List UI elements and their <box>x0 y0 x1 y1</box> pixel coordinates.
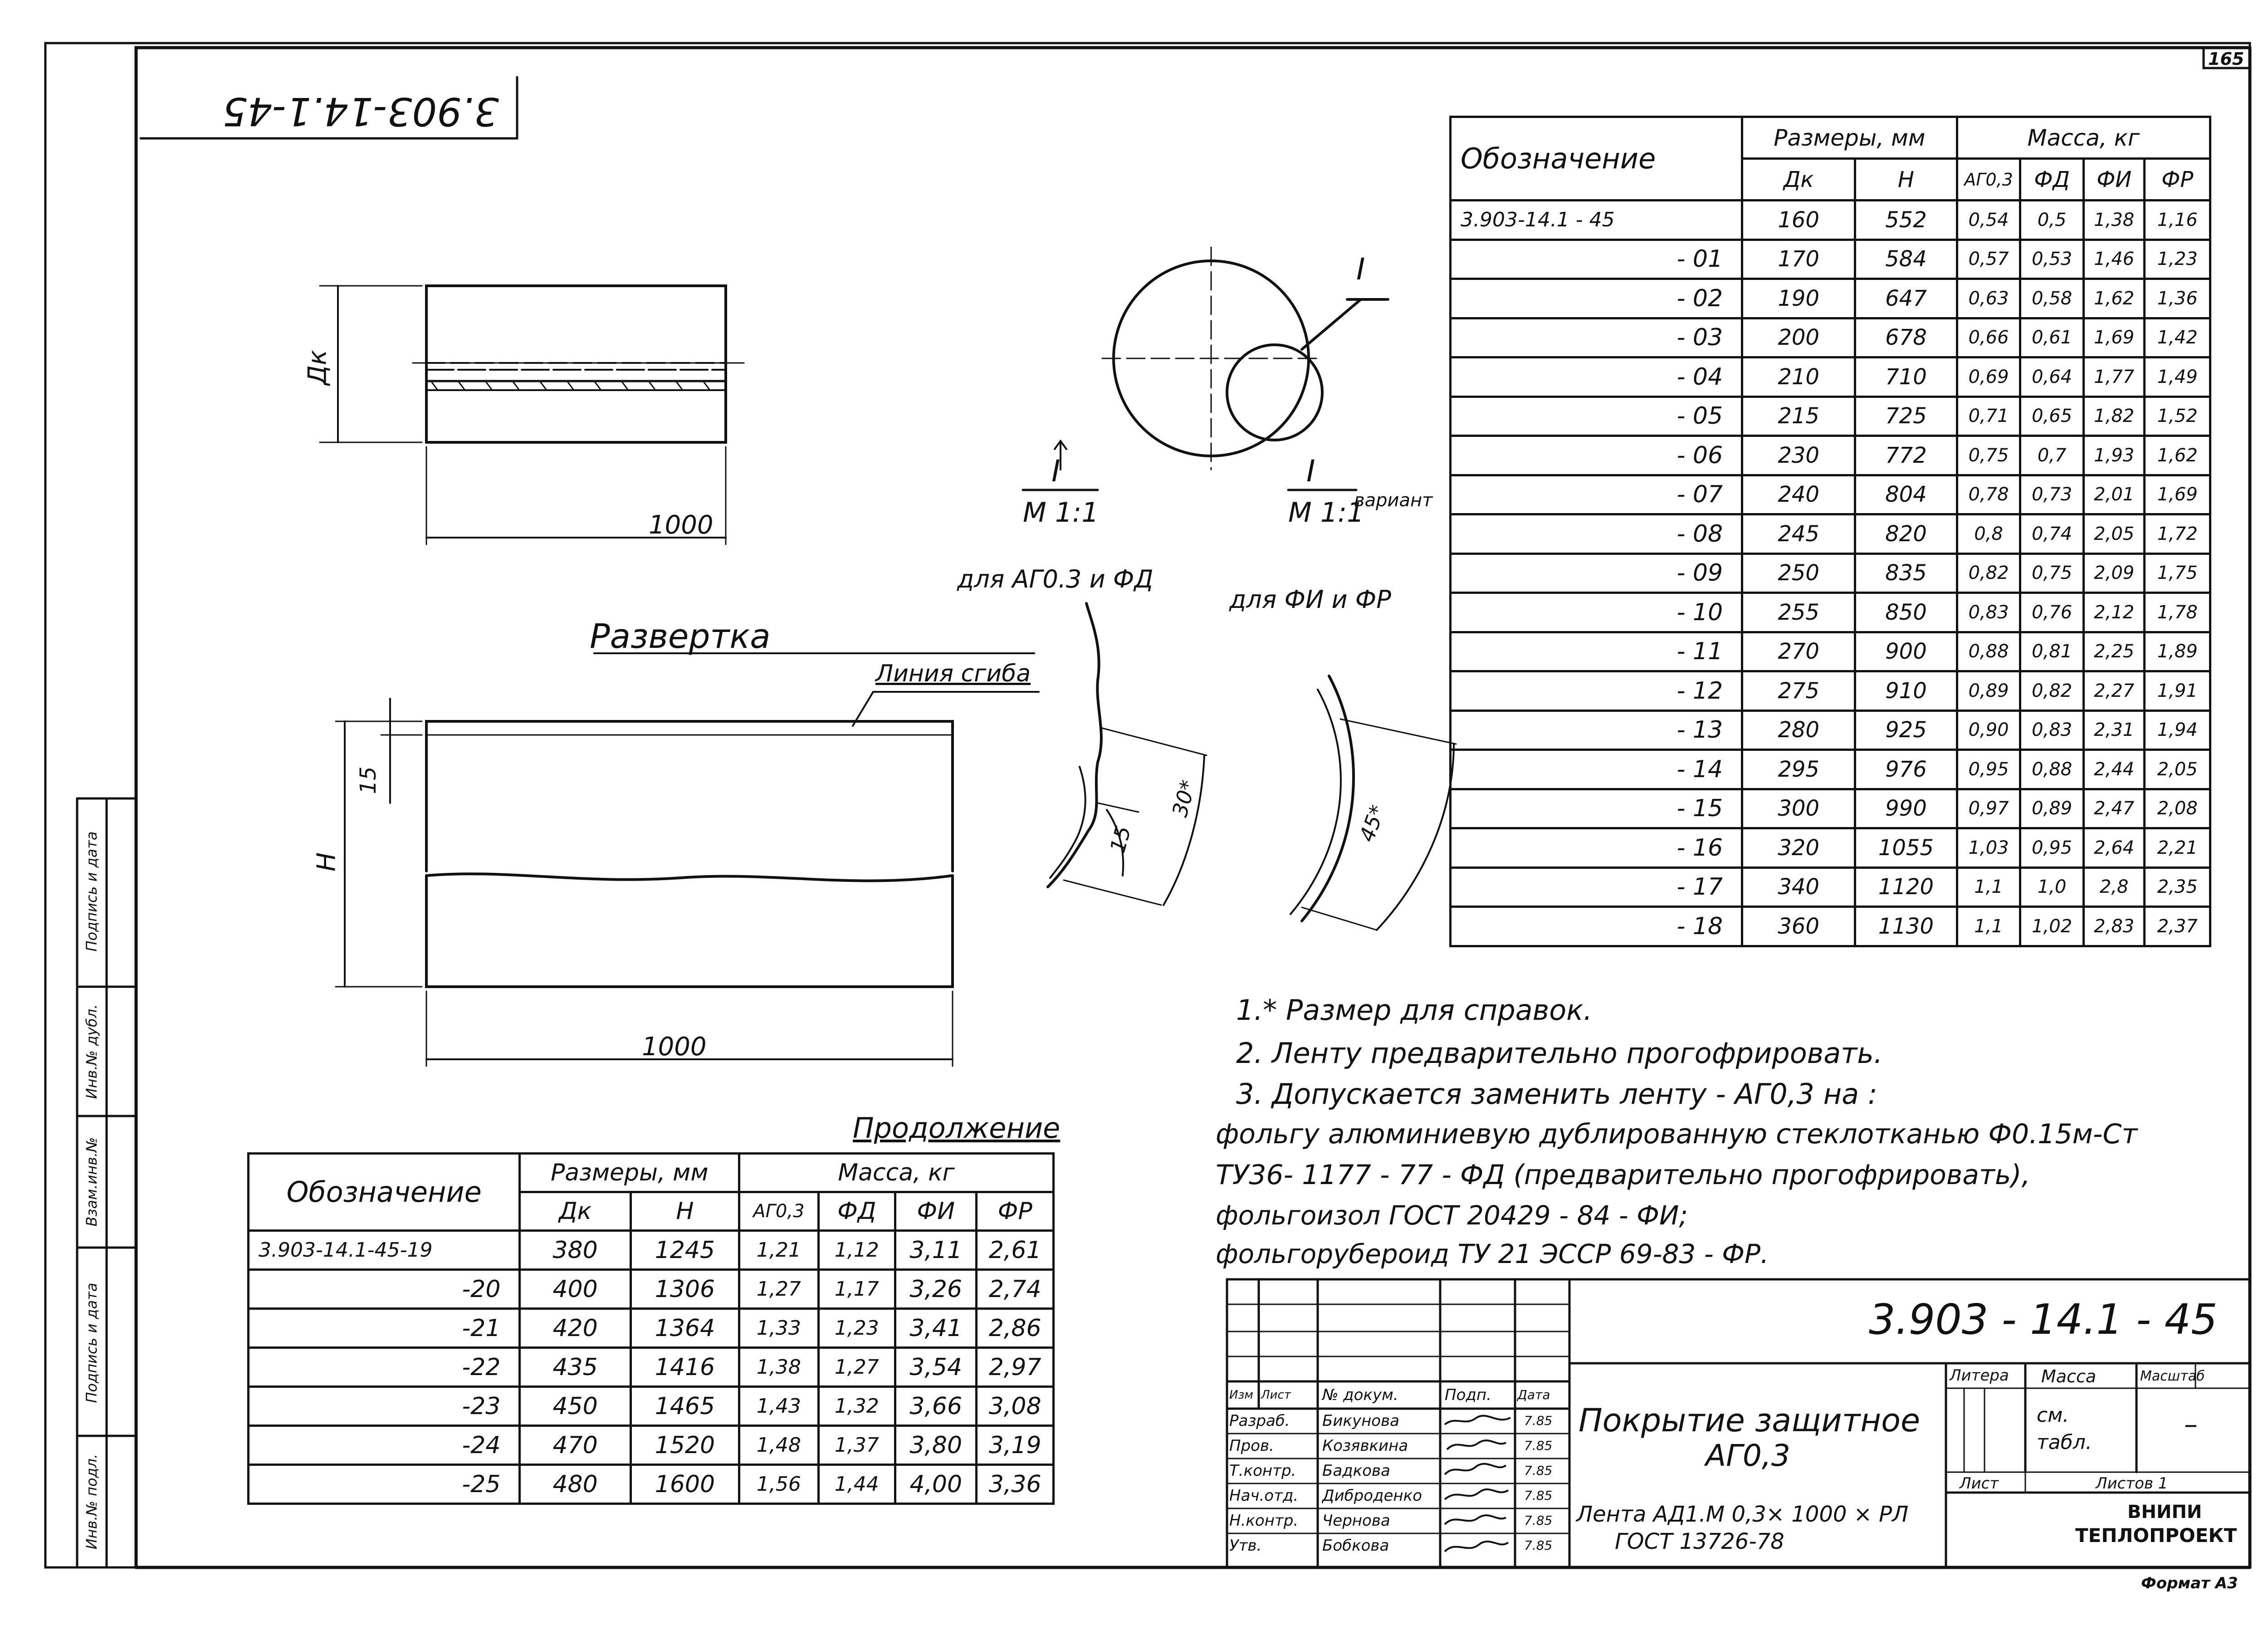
table-cell: 2,86 <box>977 1309 1054 1348</box>
table-cell: 772 <box>1855 436 1957 475</box>
designation-cell: 3.903-14.1 - 45 <box>1451 201 1742 240</box>
table-cell: 835 <box>1855 553 1957 593</box>
detail-caption-left: для АГ0.3 и ФД <box>957 565 1154 593</box>
table-cell: 3,41 <box>895 1309 976 1348</box>
table-cell: 0,58 <box>2020 279 2084 318</box>
table-cell: 2,35 <box>2145 867 2210 907</box>
tb-massa-label: Масса <box>2041 1366 2097 1386</box>
designation-cell: -23 <box>249 1387 520 1426</box>
table-cell: 230 <box>1742 436 1855 475</box>
table-cell: 1,38 <box>2083 201 2145 240</box>
table-cell: 1520 <box>631 1426 739 1465</box>
table-cell: 804 <box>1855 475 1957 514</box>
tb-date-3: 7.85 <box>1524 1463 1553 1478</box>
tb-sheet-label: Лист <box>1960 1474 1999 1493</box>
title-block-code: 3.903 - 14.1 - 45 <box>1869 1295 2218 1344</box>
table-cell: 0,95 <box>2020 828 2084 868</box>
continuation-title: Продолжение <box>853 1111 1061 1145</box>
dim-dk-label: Дк <box>303 350 332 385</box>
table-cell: 1306 <box>631 1270 739 1309</box>
tb-sheets-label: Листов 1 <box>2096 1474 2168 1493</box>
tb-masshtab-label: Масштаб <box>2140 1368 2205 1384</box>
table-cell: 450 <box>520 1387 631 1426</box>
cont-header-mass: Масса, кг <box>739 1154 1054 1192</box>
rotated-document-code: 3.903-14.1-45 <box>222 88 499 134</box>
side-stamp-vzam-inv: Взам.инв.№ <box>83 1137 100 1227</box>
designation-cell: - 01 <box>1451 240 1742 279</box>
tb-name-2: Козявкина <box>1322 1437 1408 1455</box>
designation-cell: - 02 <box>1451 279 1742 318</box>
table-cell: 1,38 <box>739 1348 818 1387</box>
designation-cell: - 04 <box>1451 357 1742 397</box>
table-cell: 400 <box>520 1270 631 1309</box>
designation-cell: -21 <box>249 1309 520 1348</box>
main-header-dk: Дк <box>1742 159 1855 201</box>
table-cell: 0,88 <box>1957 632 2020 671</box>
table-cell: 552 <box>1855 201 1957 240</box>
tb-scale-value: – <box>2184 1409 2198 1440</box>
table-cell: 0,89 <box>2020 789 2084 828</box>
note-3-line-1: фольгу алюминиевую дублированную стеклотканью Ф0.15м-Ст <box>1216 1118 2138 1150</box>
table-cell: 3,66 <box>895 1387 976 1426</box>
table-cell: 240 <box>1742 475 1855 514</box>
table-cell: 1,37 <box>818 1426 895 1465</box>
table-cell: 250 <box>1742 553 1855 593</box>
designation-cell: - 08 <box>1451 514 1742 554</box>
main-header-ag: АГ0,3 <box>1957 159 2020 201</box>
table-cell: 1,48 <box>739 1426 818 1465</box>
table-cell: 1,12 <box>818 1231 895 1270</box>
table-cell: 420 <box>520 1309 631 1348</box>
table-cell: 1,52 <box>2145 397 2210 436</box>
table-cell: 910 <box>1855 671 1957 711</box>
table-cell: 0,5 <box>2020 201 2084 240</box>
development-dim-length: 1000 <box>642 1032 707 1062</box>
table-cell: 3,36 <box>977 1465 1054 1504</box>
table-cell: 2,05 <box>2145 750 2210 789</box>
table-cell: 1,03 <box>1957 828 2020 868</box>
table-cell: 340 <box>1742 867 1855 907</box>
table-cell: 820 <box>1855 514 1957 554</box>
table-cell: 1,1 <box>1957 867 2020 907</box>
tb-name-6: Бобкова <box>1322 1537 1389 1555</box>
title-block-material-line1: Лента АД1.М 0,3× 1000 × РЛ <box>1576 1502 1909 1527</box>
table-cell: 2,37 <box>2145 907 2210 946</box>
cont-header-sizes: Размеры, мм <box>520 1154 739 1192</box>
designation-cell: - 12 <box>1451 671 1742 711</box>
table-cell: 1,91 <box>2145 671 2210 711</box>
tb-head-izm: Изм <box>1229 1388 1253 1402</box>
table-cell: 0,89 <box>1957 671 2020 711</box>
table-cell: 2,47 <box>2083 789 2145 828</box>
table-cell: 900 <box>1855 632 1957 671</box>
table-cell: 0,66 <box>1957 318 2020 357</box>
table-cell: 1,69 <box>2145 475 2210 514</box>
designation-cell: - 03 <box>1451 318 1742 357</box>
table-cell: 160 <box>1742 201 1855 240</box>
table-cell: 0,73 <box>2020 475 2084 514</box>
tb-org-line1: ВНИПИ <box>2127 1502 2202 1523</box>
table-cell: 1,56 <box>739 1465 818 1504</box>
table-cell: 380 <box>520 1231 631 1270</box>
table-cell: 320 <box>1742 828 1855 868</box>
section-scale-right: М 1:1 <box>1288 497 1364 529</box>
table-cell: 0,53 <box>2020 240 2084 279</box>
dim-length-label: 1000 <box>649 510 714 540</box>
table-cell: 300 <box>1742 789 1855 828</box>
cont-header-h: Н <box>631 1192 739 1231</box>
table-cell: 1,62 <box>2083 279 2145 318</box>
tb-date-5: 7.85 <box>1524 1513 1553 1528</box>
table-cell: 0,82 <box>2020 671 2084 711</box>
note-1: 1.* Размер для справок. <box>1236 994 1593 1027</box>
table-cell: 0,7 <box>2020 436 2084 475</box>
table-cell: 0,78 <box>1957 475 2020 514</box>
table-cell: 255 <box>1742 593 1855 632</box>
table-cell: 215 <box>1742 397 1855 436</box>
side-stamp-inv-dubl: Инв.№ дубл. <box>83 1004 100 1099</box>
detail-dim-45: 45* <box>1354 802 1390 845</box>
section-marker-right: I <box>1306 454 1315 489</box>
table-cell: 850 <box>1855 593 1957 632</box>
tb-date-4: 7.85 <box>1524 1488 1553 1503</box>
table-cell: 0,82 <box>1957 553 2020 593</box>
table-cell: 2,97 <box>977 1348 1054 1387</box>
designation-cell: - 18 <box>1451 907 1742 946</box>
table-cell: 1,17 <box>818 1270 895 1309</box>
table-cell: 990 <box>1855 789 1957 828</box>
cont-header-fi: ФИ <box>895 1192 976 1231</box>
table-cell: 1416 <box>631 1348 739 1387</box>
table-cell: 1600 <box>631 1465 739 1504</box>
table-cell: 0,75 <box>2020 553 2084 593</box>
development-dim-15: 15 <box>356 766 381 794</box>
table-cell: 0,97 <box>1957 789 2020 828</box>
table-cell: 3,26 <box>895 1270 976 1309</box>
table-cell: 584 <box>1855 240 1957 279</box>
designation-cell: -20 <box>249 1270 520 1309</box>
table-cell: 2,64 <box>2083 828 2145 868</box>
title-block-name-line2: АГ0,3 <box>1706 1438 1790 1473</box>
table-cell: 1,42 <box>2145 318 2210 357</box>
table-cell: 1,77 <box>2083 357 2145 397</box>
table-cell: 0,83 <box>1957 593 2020 632</box>
table-cell: 1,62 <box>2145 436 2210 475</box>
table-cell: 0,61 <box>2020 318 2084 357</box>
table-cell: 360 <box>1742 907 1855 946</box>
table-cell: 1,46 <box>2083 240 2145 279</box>
tb-date-2: 7.85 <box>1524 1438 1553 1453</box>
main-header-mass: Масса, кг <box>1957 117 2210 159</box>
note-3-line-2: ТУ36- 1177 - 77 - ФД (предварительно прогофрировать), <box>1216 1159 2030 1191</box>
table-cell: 0,81 <box>2020 632 2084 671</box>
cont-header-fd: ФД <box>818 1192 895 1231</box>
table-cell: 275 <box>1742 671 1855 711</box>
note-3-line-4: фольгорубероид ТУ 21 ЭССР 69-83 - ФР. <box>1216 1239 1769 1269</box>
designation-cell: - 11 <box>1451 632 1742 671</box>
table-cell: 1,32 <box>818 1387 895 1426</box>
tb-role-5: Н.контр. <box>1229 1512 1299 1530</box>
table-cell: 1,27 <box>818 1348 895 1387</box>
table-cell: 270 <box>1742 632 1855 671</box>
table-cell: 1130 <box>1855 907 1957 946</box>
tb-name-1: Бикунова <box>1322 1412 1399 1430</box>
table-cell: 200 <box>1742 318 1855 357</box>
table-cell: 976 <box>1855 750 1957 789</box>
tb-head-date: Дата <box>1517 1387 1550 1402</box>
main-header-fr: ФР <box>2145 159 2210 201</box>
table-cell: 3,11 <box>895 1231 976 1270</box>
table-cell: 3,19 <box>977 1426 1054 1465</box>
table-cell: 2,12 <box>2083 593 2145 632</box>
table-cell: 190 <box>1742 279 1855 318</box>
table-cell: 2,09 <box>2083 553 2145 593</box>
note-3-line-3: фольгоизол ГОСТ 20429 - 84 - ФИ; <box>1216 1200 1688 1231</box>
table-cell: 170 <box>1742 240 1855 279</box>
format-label: Формат А3 <box>2141 1574 2238 1592</box>
side-stamp-podpis-2: Подпись и дата <box>83 831 100 952</box>
page-number: 165 <box>2208 49 2244 69</box>
table-cell: 280 <box>1742 710 1855 750</box>
table-cell: 0,65 <box>2020 397 2084 436</box>
table-cell: 1,16 <box>2145 201 2210 240</box>
table-cell: 0,88 <box>2020 750 2084 789</box>
table-cell: 0,54 <box>1957 201 2020 240</box>
table-cell: 2,31 <box>2083 710 2145 750</box>
main-header-fi: ФИ <box>2083 159 2145 201</box>
table-cell: 2,44 <box>2083 750 2145 789</box>
table-cell: 1,72 <box>2145 514 2210 554</box>
designation-cell: -24 <box>249 1426 520 1465</box>
table-cell: 245 <box>1742 514 1855 554</box>
designation-cell: - 06 <box>1451 436 1742 475</box>
table-cell: 0,74 <box>2020 514 2084 554</box>
designation-cell: -22 <box>249 1348 520 1387</box>
tb-head-doc: № докум. <box>1322 1386 1398 1404</box>
table-cell: 1120 <box>1855 867 1957 907</box>
table-cell: 2,27 <box>2083 671 2145 711</box>
detail-caption-right: для ФИ и ФР <box>1229 585 1391 614</box>
designation-cell: -25 <box>249 1465 520 1504</box>
tb-role-6: Утв. <box>1229 1537 1262 1555</box>
table-cell: 2,01 <box>2083 475 2145 514</box>
designation-cell: - 16 <box>1451 828 1742 868</box>
table-cell: 3,08 <box>977 1387 1054 1426</box>
table-cell: 3,54 <box>895 1348 976 1387</box>
table-cell: 0,90 <box>1957 710 2020 750</box>
table-cell: 1055 <box>1855 828 1957 868</box>
title-block-material-line2: ГОСТ 13726-78 <box>1615 1529 1784 1554</box>
tb-name-5: Чернова <box>1322 1512 1390 1530</box>
detail-dim-15: 15 <box>1105 823 1136 856</box>
table-cell: 3,80 <box>895 1426 976 1465</box>
main-header-fd: ФД <box>2020 159 2084 201</box>
table-cell: 1,82 <box>2083 397 2145 436</box>
tb-org-line2: ТЕПЛОПРОЕКТ <box>2075 1524 2237 1547</box>
table-cell: 2,8 <box>2083 867 2145 907</box>
tb-head-sign: Подп. <box>1445 1386 1491 1404</box>
cont-header-fr: ФР <box>977 1192 1054 1231</box>
development-dim-h: H <box>312 852 342 872</box>
table-cell: 1,75 <box>2145 553 2210 593</box>
table-cell: 210 <box>1742 357 1855 397</box>
table-cell: 0,63 <box>1957 279 2020 318</box>
designation-cell: - 05 <box>1451 397 1742 436</box>
table-cell: 678 <box>1855 318 1957 357</box>
table-cell: 1,78 <box>2145 593 2210 632</box>
table-cell: 1,36 <box>2145 279 2210 318</box>
cont-header-dk: Дк <box>520 1192 631 1231</box>
table-cell: 725 <box>1855 397 1957 436</box>
note-3: 3. Допускается заменить ленту - АГ0,3 на : <box>1236 1077 1877 1111</box>
designation-cell: 3.903-14.1-45-19 <box>249 1231 520 1270</box>
table-cell: 480 <box>520 1465 631 1504</box>
cont-header-designation: Обозначение <box>249 1154 520 1231</box>
title-block-name-line1: Покрытие защитное <box>1579 1402 1921 1439</box>
table-cell: 0,83 <box>2020 710 2084 750</box>
main-header-sizes: Размеры, мм <box>1742 117 1957 159</box>
bend-line-label: Линия сгиба <box>875 660 1031 687</box>
section-variant-word: вариант <box>1354 490 1433 511</box>
note-2: 2. Ленту предварительно прогофрировать. <box>1236 1037 1883 1070</box>
detail-dim-30: 30* <box>1167 777 1201 820</box>
tb-date-6: 7.85 <box>1524 1538 1553 1553</box>
table-cell: 1,02 <box>2020 907 2084 946</box>
table-cell: 0,69 <box>1957 357 2020 397</box>
table-cell: 2,74 <box>977 1270 1054 1309</box>
table-cell: 0,95 <box>1957 750 2020 789</box>
tb-mass-value: см. табл. <box>2037 1404 2092 1454</box>
table-cell: 1,49 <box>2145 357 2210 397</box>
table-cell: 1,23 <box>2145 240 2210 279</box>
table-cell: 1,69 <box>2083 318 2145 357</box>
table-cell: 0,64 <box>2020 357 2084 397</box>
designation-cell: - 07 <box>1451 475 1742 514</box>
designation-cell: - 09 <box>1451 553 1742 593</box>
table-cell: 1,0 <box>2020 867 2084 907</box>
table-cell: 1,43 <box>739 1387 818 1426</box>
designation-cell: - 17 <box>1451 867 1742 907</box>
designation-cell: - 14 <box>1451 750 1742 789</box>
table-cell: 0,75 <box>1957 436 2020 475</box>
table-cell: 435 <box>520 1348 631 1387</box>
table-cell: 1,89 <box>2145 632 2210 671</box>
table-cell: 1,44 <box>818 1465 895 1504</box>
table-cell: 0,8 <box>1957 514 2020 554</box>
table-cell: 1245 <box>631 1231 739 1270</box>
table-cell: 1465 <box>631 1387 739 1426</box>
tb-date-1: 7.85 <box>1524 1413 1553 1428</box>
main-header-designation: Обозначение <box>1451 117 1742 201</box>
table-cell: 2,05 <box>2083 514 2145 554</box>
tb-litera-label: Литера <box>1950 1366 2009 1385</box>
table-cell: 0,57 <box>1957 240 2020 279</box>
designation-cell: - 15 <box>1451 789 1742 828</box>
side-stamp-podpis-1: Подпись и дата <box>83 1283 100 1403</box>
cont-header-ag: АГ0,3 <box>739 1192 818 1231</box>
tb-name-3: Бадкова <box>1322 1462 1390 1480</box>
table-cell: 647 <box>1855 279 1957 318</box>
table-cell: 1,33 <box>739 1309 818 1348</box>
table-cell: 2,83 <box>2083 907 2145 946</box>
table-cell: 1,1 <box>1957 907 2020 946</box>
section-scale-left: М 1:1 <box>1023 497 1099 529</box>
table-cell: 4,00 <box>895 1465 976 1504</box>
tb-role-2: Пров. <box>1229 1437 1274 1455</box>
table-cell: 1,27 <box>739 1270 818 1309</box>
table-cell: 1,94 <box>2145 710 2210 750</box>
tb-role-1: Разраб. <box>1229 1412 1290 1430</box>
table-cell: 0,71 <box>1957 397 2020 436</box>
table-cell: 295 <box>1742 750 1855 789</box>
designation-cell: - 13 <box>1451 710 1742 750</box>
side-stamp-inv-podl: Инв.№ подл. <box>83 1454 100 1550</box>
table-cell: 2,61 <box>977 1231 1054 1270</box>
section-marker-left: I <box>1051 454 1061 489</box>
table-cell: 1,93 <box>2083 436 2145 475</box>
table-cell: 470 <box>520 1426 631 1465</box>
table-cell: 925 <box>1855 710 1957 750</box>
tb-role-4: Нач.отд. <box>1229 1487 1299 1505</box>
tb-role-3: Т.контр. <box>1229 1462 1296 1480</box>
section-marker-top: I <box>1356 252 1365 287</box>
development-title: Развертка <box>590 617 771 656</box>
table-cell: 2,21 <box>2145 828 2210 868</box>
designation-cell: - 10 <box>1451 593 1742 632</box>
table-cell: 1,23 <box>818 1309 895 1348</box>
table-cell: 2,25 <box>2083 632 2145 671</box>
table-cell: 1,21 <box>739 1231 818 1270</box>
table-cell: 2,08 <box>2145 789 2210 828</box>
tb-head-list: Лист <box>1261 1388 1291 1402</box>
table-cell: 1364 <box>631 1309 739 1348</box>
table-cell: 710 <box>1855 357 1957 397</box>
main-header-h: Н <box>1855 159 1957 201</box>
table-cell: 0,76 <box>2020 593 2084 632</box>
tb-name-4: Диброденко <box>1322 1487 1422 1505</box>
